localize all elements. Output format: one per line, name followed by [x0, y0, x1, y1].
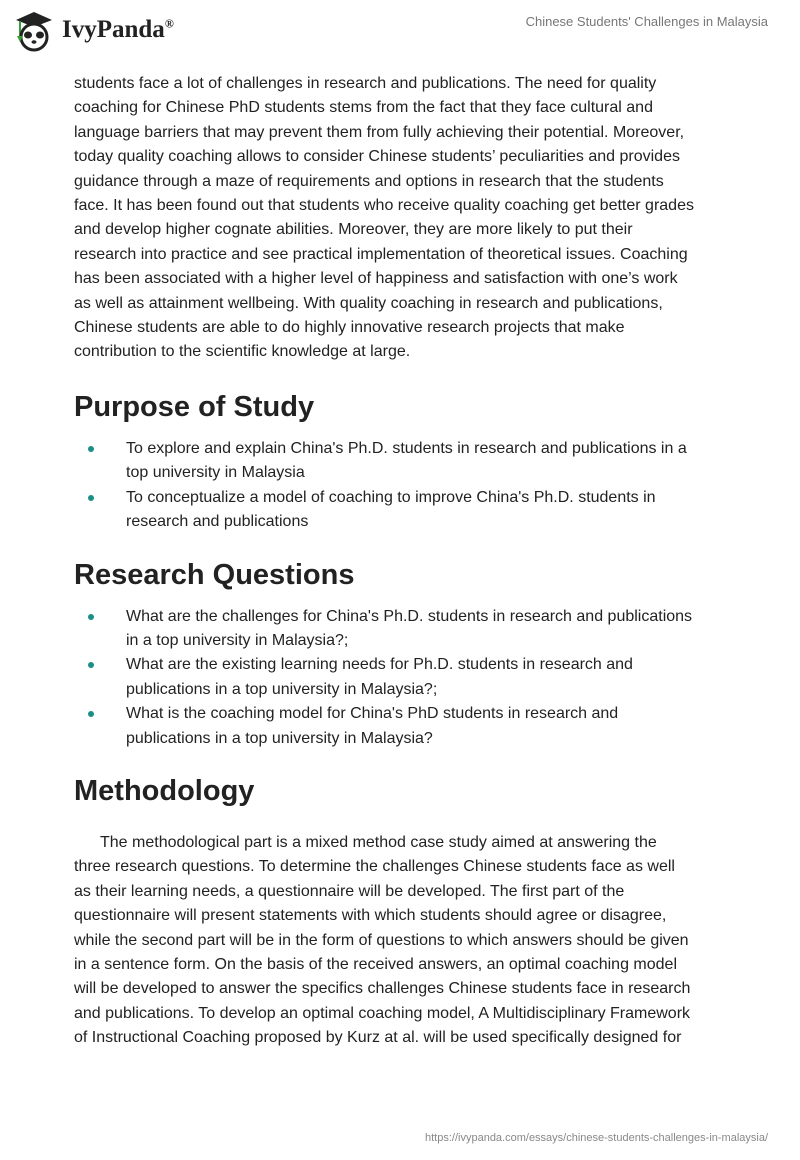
text-line: research and publications — [126, 513, 309, 531]
text-line: has been associated with a higher level of happiness and satisfaction with one’s work — [74, 270, 678, 288]
essay-content — [74, 72, 734, 1051]
text-line: today quality coaching allows to consider Chinese students’ peculiarities and provides — [74, 148, 680, 166]
header — [0, 0, 800, 60]
list-item — [74, 605, 734, 654]
heading-methodology: Methodology — [74, 774, 255, 807]
text-line: as well as attainment wellbeing. With quality coaching in research and publications, — [74, 294, 663, 312]
bullet-icon — [88, 614, 94, 620]
heading-research-questions: Research Questions — [74, 558, 355, 591]
purpose-list — [74, 437, 734, 535]
bullet-icon — [88, 662, 94, 668]
panda-logo-icon — [12, 8, 56, 52]
bullet-icon — [88, 446, 94, 452]
document-title: Chinese Students' Challenges in Malaysia — [525, 14, 768, 29]
text-line: students face a lot of challenges in research and publications. The need for quality — [74, 75, 657, 92]
text-line: contribution to the scientific knowledge at large. — [74, 343, 411, 361]
list-item — [74, 486, 734, 535]
text-line: top university in Malaysia — [126, 464, 305, 482]
source-url[interactable]: https://ivypanda.com/essays/chinese-students-challenges-in-malaysia/ — [425, 1132, 768, 1144]
text-line: in a top university in Malaysia?; — [126, 631, 349, 649]
text-line: What is the coaching model for China's PhD students in research and — [126, 705, 619, 723]
text-line: What are the existing learning needs for Ph.D. students in research and — [126, 656, 633, 674]
methodology-paragraph — [74, 831, 734, 1051]
text-line: publications in a top university in Malaysia?; — [126, 680, 438, 698]
text-line: research into practice and see practical implementation of theoretical issues. Coaching — [74, 245, 688, 263]
text-line: and publications. To develop an optimal coaching model, A Multidisciplinary Framework — [74, 1004, 691, 1022]
bullet-icon — [88, 495, 94, 501]
text-line: face. It has been found out that students who receive quality coaching get better grades — [74, 197, 694, 215]
text-line: three research questions. To determine the challenges Chinese students face as well — [74, 858, 675, 876]
questions-list — [74, 605, 734, 751]
text-line: will be developed to answer the specifics challenges Chinese students face in research — [74, 980, 691, 998]
text-line: while the second part will be in the form of questions to which answers should be given — [74, 931, 689, 949]
text-line: in a sentence form. On the basis of the received answers, an optimal coaching model — [74, 955, 677, 973]
text-line: language barriers that may prevent them from fully achieving their potential. Moreover, — [74, 123, 685, 141]
heading-purpose: Purpose of Study — [74, 390, 315, 423]
text-line: guidance through a maze of requirements and options in research that the students — [74, 172, 664, 190]
text-line: What are the challenges for China's Ph.D. students in research and publications — [126, 607, 693, 625]
list-item — [74, 702, 734, 751]
text-line: as their learning needs, a questionnaire will be developed. The first part of the — [74, 882, 625, 900]
text-line: Chinese students are able to do highly innovative research projects that make — [74, 319, 625, 337]
list-item — [74, 437, 734, 486]
text-line: To conceptualize a model of coaching to improve China's Ph.D. students in — [126, 488, 656, 506]
logo[interactable] — [12, 8, 174, 52]
text-line: publications in a top university in Malaysia? — [126, 729, 433, 747]
text-line: To explore and explain China's Ph.D. students in research and publications in a — [126, 439, 687, 457]
text-line: coaching for Chinese PhD students stems from the fact that they face cultural and — [74, 99, 653, 117]
list-item — [74, 653, 734, 702]
text-line: questionnaire will present statements with which students should agree or disagree, — [74, 907, 667, 925]
logo-text: IvyPanda® — [62, 16, 174, 43]
text-line: The methodological part is a mixed method case study aimed at answering the — [100, 833, 657, 851]
text-line: of Instructional Coaching proposed by Kurz at al. will be used specifically designed for — [74, 1029, 682, 1047]
bullet-icon — [88, 711, 94, 717]
text-line: and develop higher cognate abilities. Moreover, they are more likely to put their — [74, 221, 633, 239]
intro-paragraph — [74, 72, 734, 365]
